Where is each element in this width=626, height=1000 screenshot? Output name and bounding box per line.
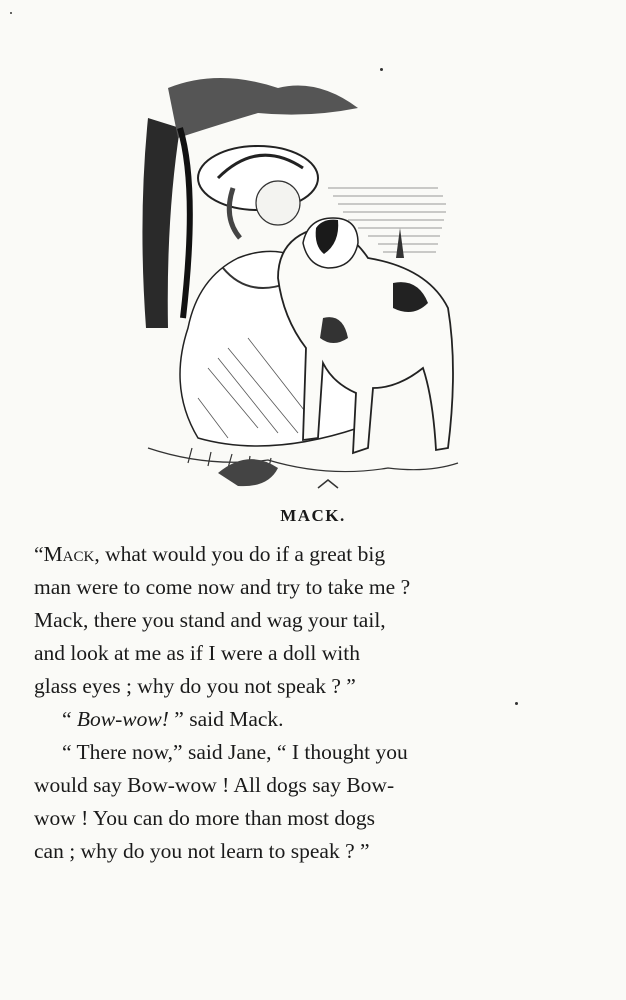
illustration-caption: MACK. — [280, 506, 346, 525]
ink-speck — [380, 68, 383, 71]
text-span: , what would you do if a great big — [94, 542, 386, 566]
text-span: ” said Mack. — [168, 707, 284, 731]
bow-wow-italic: Bow-wow! — [76, 707, 169, 731]
text-line — [34, 703, 548, 736]
body-text — [34, 538, 548, 868]
girl-with-dog-engraving-icon — [128, 68, 468, 500]
text-line: Mack, there you stand and wag your tail, — [34, 608, 386, 632]
text-line — [34, 538, 548, 571]
name-mack: Mack — [43, 542, 95, 566]
text-line: glass eyes ; why do you not speak ? ” — [34, 674, 356, 698]
text-line: wow ! You can do more than most dogs — [34, 806, 375, 830]
text-line: and look at me as if I were a doll with — [34, 641, 360, 665]
text-span: “ — [62, 707, 77, 731]
text-line: “ There now,” said Jane, “ I thought you — [62, 740, 408, 764]
text-line: man were to come now and try to take me ? — [34, 575, 411, 599]
text-line: can ; why do you not learn to speak ? ” — [34, 839, 370, 863]
ink-speck — [10, 12, 12, 14]
quote-mark: “ — [34, 542, 44, 566]
ink-speck — [515, 702, 518, 705]
text-line: would say Bow-wow ! All dogs say Bow- — [34, 773, 395, 797]
